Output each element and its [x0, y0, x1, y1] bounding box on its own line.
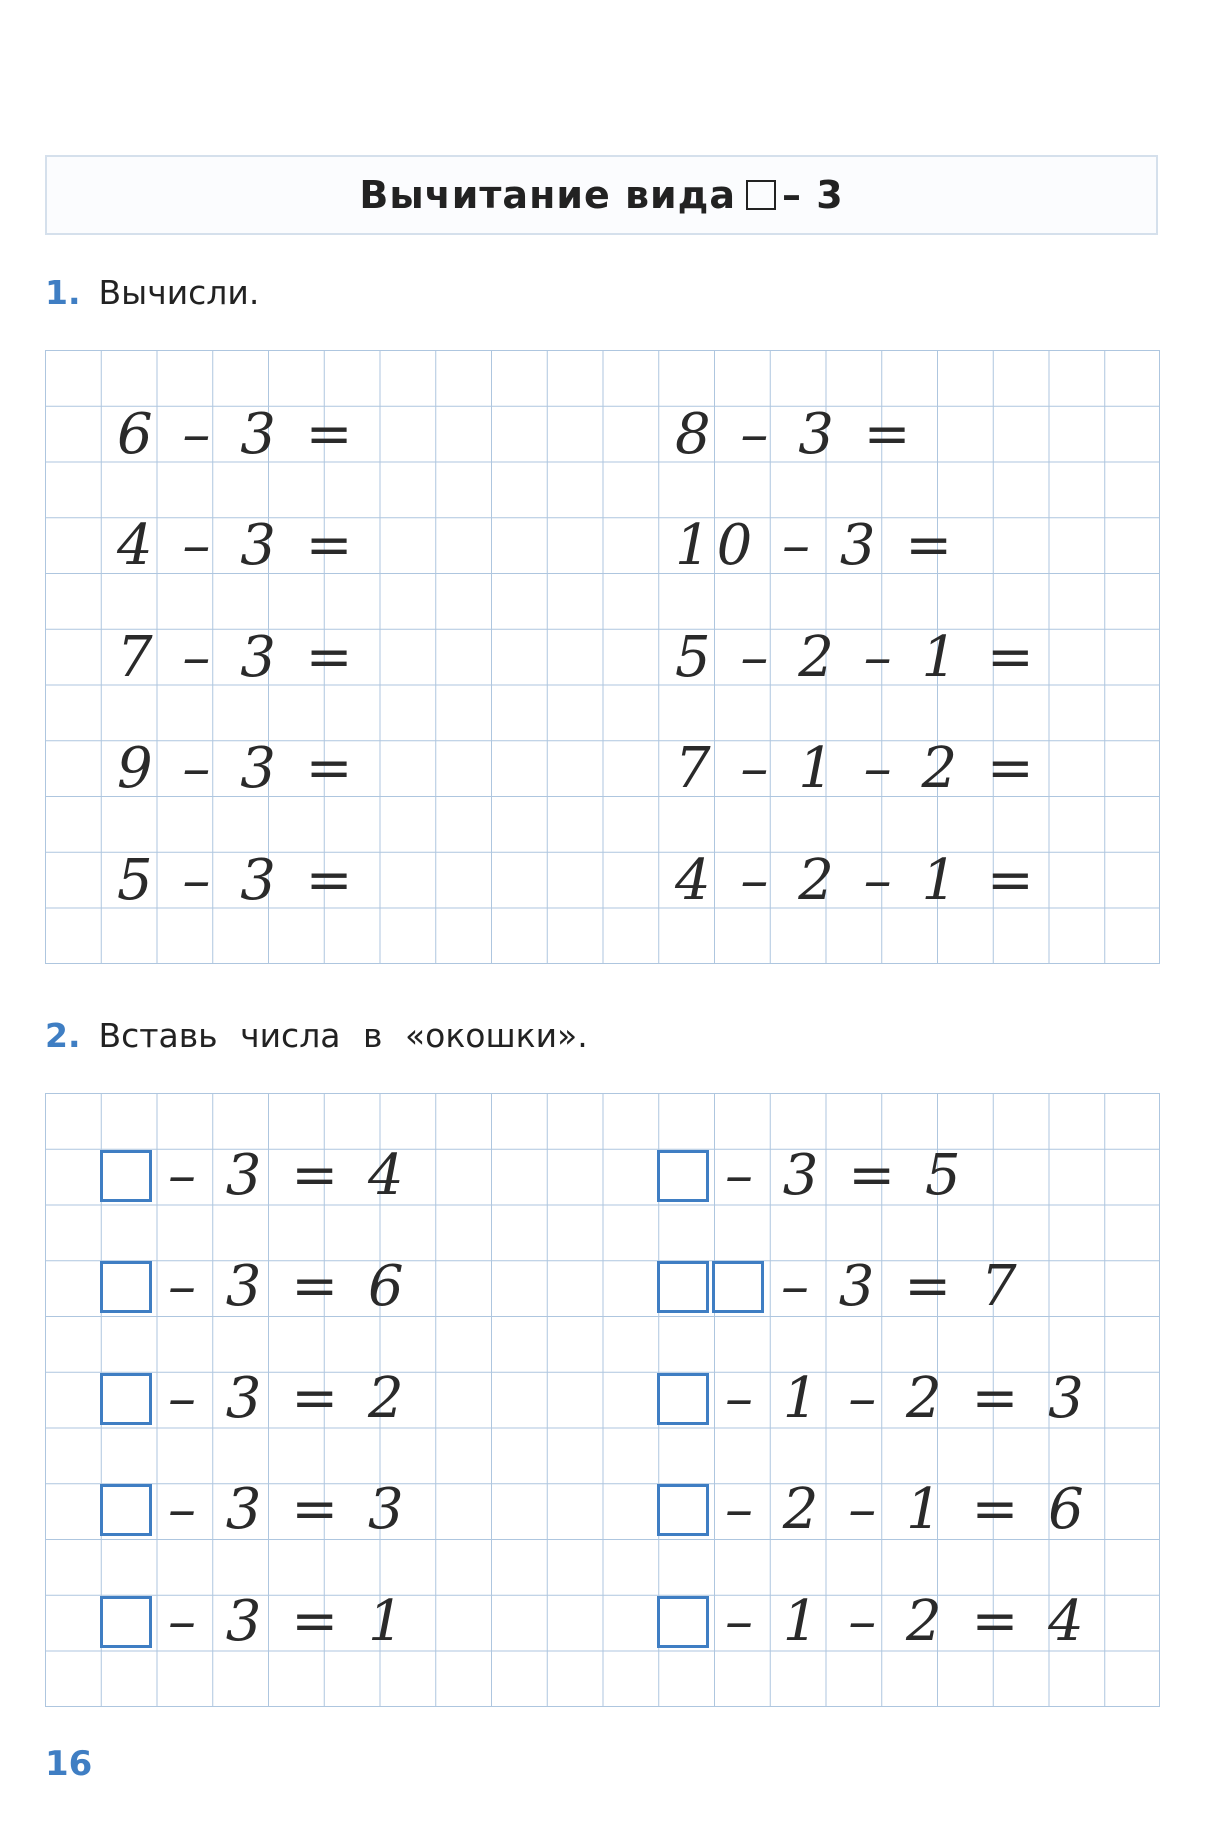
task-2-heading: [45, 1016, 588, 1055]
lesson-title: [47, 157, 1156, 233]
answer-box[interactable]: [100, 1596, 152, 1648]
answer-box[interactable]: [657, 1150, 709, 1202]
task-2-left-4: – 3 = 3: [168, 1477, 410, 1542]
task-2-left-5: – 3 = 1: [168, 1589, 410, 1654]
task-1-left-2: 4 – 3 =: [117, 513, 359, 578]
task-1-left-5: 5 – 3 =: [117, 848, 359, 913]
task-2-left-1: – 3 = 4: [168, 1143, 410, 1208]
task-1-left-1: 6 – 3 =: [117, 402, 359, 467]
task-1-grid: [45, 350, 1160, 964]
answer-box-tens[interactable]: [657, 1261, 709, 1313]
answer-box[interactable]: [657, 1373, 709, 1425]
task-1-right-3: 5 – 2 – 1 =: [675, 625, 1040, 690]
task-1-instruction: Вычисли.: [98, 273, 260, 312]
task-1-left-3: 7 – 3 =: [117, 625, 359, 690]
task-2-right-4: – 2 – 1 = 6: [725, 1477, 1090, 1542]
task-1-heading: [45, 273, 259, 312]
task-2-right-5: – 1 – 2 = 4: [725, 1589, 1090, 1654]
task-1-right-4: 7 – 1 – 2 =: [675, 736, 1040, 801]
task-2-right-3: – 1 – 2 = 3: [725, 1366, 1090, 1431]
task-2-grid: [45, 1093, 1160, 1707]
task-1-right-2: 10 – 3 =: [675, 513, 959, 578]
task-1-right-1: 8 – 3 =: [675, 402, 917, 467]
task-2-right-1: – 3 = 5: [725, 1143, 967, 1208]
task-2-left-3: – 3 = 2: [168, 1366, 410, 1431]
answer-box-ones[interactable]: [712, 1261, 764, 1313]
answer-box[interactable]: [100, 1150, 152, 1202]
answer-box[interactable]: [657, 1484, 709, 1536]
task-2-left-2: – 3 = 6: [168, 1254, 410, 1319]
answer-box[interactable]: [100, 1484, 152, 1536]
task-1-left-4: 9 – 3 =: [117, 736, 359, 801]
answer-box[interactable]: [100, 1261, 152, 1313]
lesson-title-suffix: – 3: [781, 173, 844, 217]
lesson-title-prefix: Вычитание вида: [359, 173, 736, 217]
answer-box[interactable]: [100, 1373, 152, 1425]
empty-box-icon: [746, 180, 776, 210]
answer-box[interactable]: [657, 1596, 709, 1648]
task-2-number: 2.: [45, 1016, 81, 1055]
lesson-header: [45, 155, 1158, 235]
task-2-right-2: – 3 = 7: [781, 1254, 1023, 1319]
task-1-right-5: 4 – 2 – 1 =: [675, 848, 1040, 913]
page-number: 16: [45, 1744, 93, 1784]
task-1-number: 1.: [45, 273, 81, 312]
task-2-instruction: Вставь числа в «окошки».: [98, 1016, 588, 1055]
